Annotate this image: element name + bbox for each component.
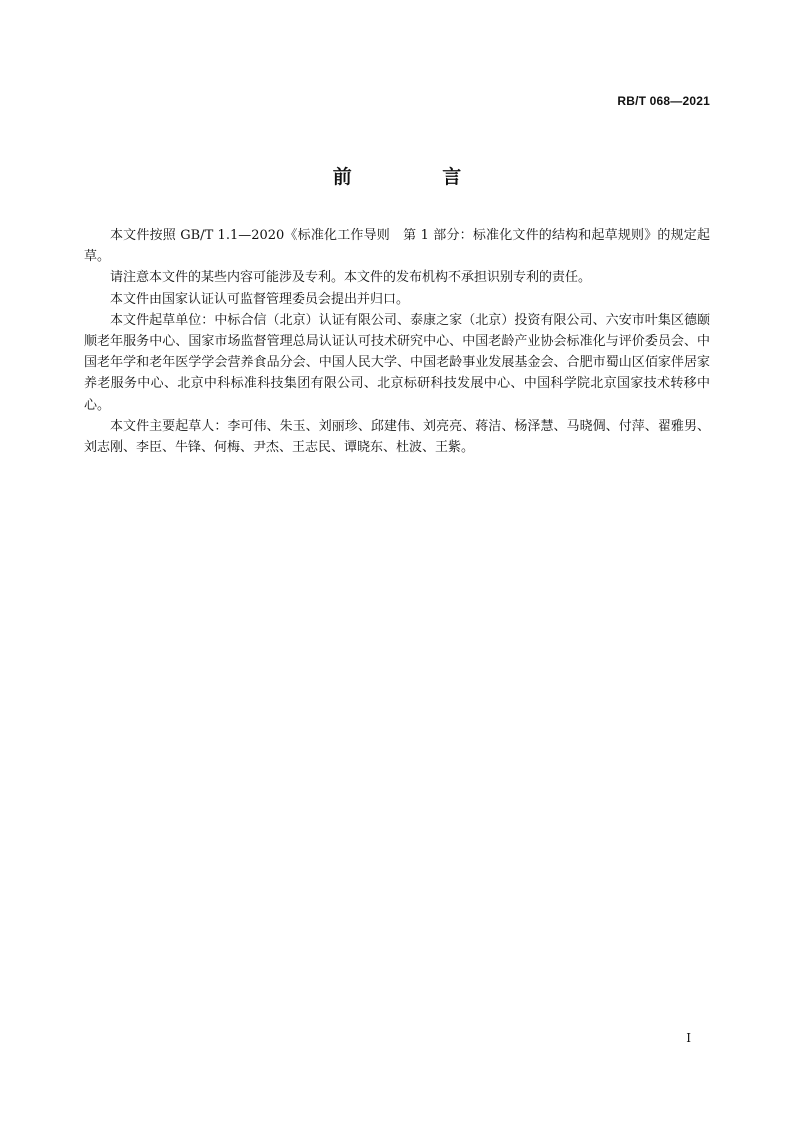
page-number: I bbox=[686, 1031, 691, 1045]
foreword-body bbox=[84, 225, 710, 458]
paragraph-drafting-units: 本文件起草单位：中标合信（北京）认证有限公司、泰康之家（北京）投资有限公司、六安市叶集区德颐顺老年服务中心、国家市场监督管理总局认证认可技术研究中心、中国老龄产业协会标准化与评价委员会、中国老年学和老年医学学会营养食品分会、中国人民大学、中国老龄事业发展基金会、合肥市蜀山区佰家伴居家养老服务中心、北京中科标准科技集团有限公司、北京标研科技发展中心、中国科学院北京国家技术转移中心。 bbox=[84, 312, 710, 413]
paragraph-patent-notice: 请注意本文件的某些内容可能涉及专利。本文件的发布机构不承担识别专利的责任。 bbox=[110, 270, 592, 286]
paragraph-proposer: 本文件由国家认证认可监督管理委员会提出并归口。 bbox=[110, 291, 410, 307]
page-title: 前 言 bbox=[332, 166, 504, 188]
paragraph-main-drafters: 本文件主要起草人：李可伟、朱玉、刘丽珍、邱建伟、刘亮亮、蒋洁、杨泽慧、马晓倜、付萍、翟雅男、刘志刚、李臣、牛锋、何梅、尹杰、王志民、谭晓东、杜波、王紫。 bbox=[84, 418, 710, 456]
paragraph-drafting-rules: 本文件按照 GB/T 1.1—2020《标准化工作导则 第 1 部分：标准化文件的结构和起草规则》的规定起草。 bbox=[84, 228, 710, 265]
document-code: RB/T 068—2021 bbox=[617, 94, 710, 108]
